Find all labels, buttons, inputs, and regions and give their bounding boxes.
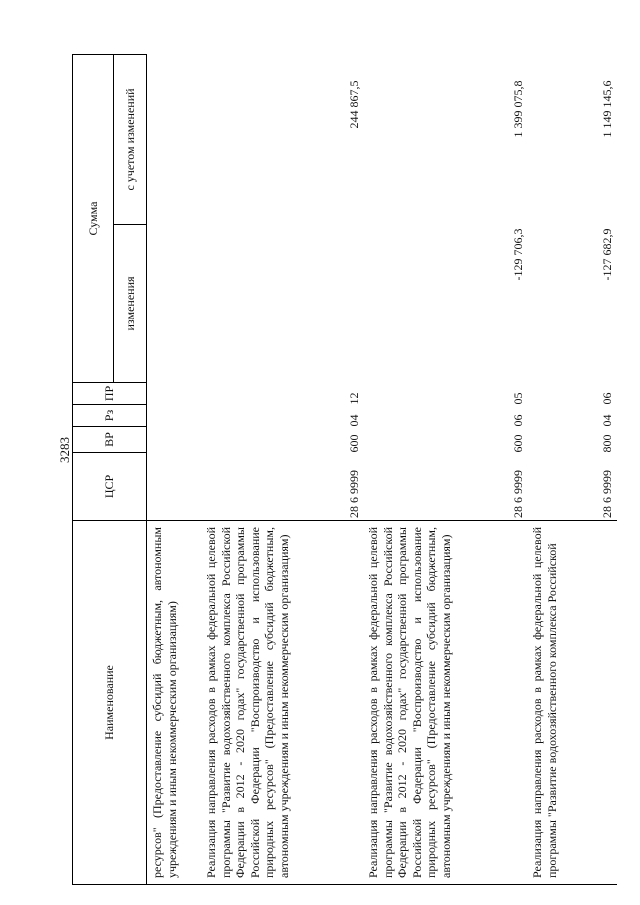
budget-table <box>72 54 617 885</box>
header-sum: Сумма <box>73 54 114 382</box>
row-csr: 28 6 9999 <box>347 470 361 518</box>
row-csr <box>147 453 203 521</box>
row-total <box>147 54 203 224</box>
row-total: 1 149 145,6 <box>600 80 614 138</box>
page-number: 3283 <box>57 437 72 463</box>
table-row <box>364 54 528 884</box>
row-pr: 06 <box>600 392 614 405</box>
row-vr: 800 <box>600 434 614 453</box>
table-header <box>73 54 147 884</box>
header-csr: ЦСР <box>73 453 147 521</box>
table-row <box>202 54 364 884</box>
rotated-page-content <box>72 55 614 885</box>
row-total: 244 867,5 <box>347 80 361 129</box>
row-pr: 05 <box>511 392 525 405</box>
header-with-changes: с учетом изменений <box>114 54 147 224</box>
row-name: Реализация направления расходов в рамках федеральной целевой программы "Развитие водохозяйственного комплекса Российской Федерации в 2012 - 2020 годах" государственной программы Российской Федерации "Воспроизводство и использование природных ресурсов" (Предоставление субсидий бюджетным, автономным учреждениям и иным некоммерческим организациям) <box>364 521 528 885</box>
row-rz: 04 <box>347 414 361 427</box>
row-vr: 600 <box>511 434 525 453</box>
header-vr: ВР <box>73 427 147 453</box>
row-rz: 06 <box>511 414 525 427</box>
header-pr: ПР <box>73 383 147 405</box>
header-name: Наименование <box>73 521 147 885</box>
row-csr: 28 6 9999 <box>600 470 614 518</box>
table-row <box>147 54 203 884</box>
row-rz <box>147 405 203 427</box>
row-total: 1 399 075,8 <box>511 80 525 138</box>
row-csr: 28 6 9999 <box>511 470 525 518</box>
header-rz: Рз <box>73 405 147 427</box>
row-pr: 12 <box>347 392 361 405</box>
table-row <box>528 54 617 884</box>
header-changes: изменения <box>114 225 147 383</box>
row-name: Реализация направления расходов в рамках федеральной целевой программы "Развитие водохозяйственного комплекса Российской Федерации в 2012 - 2020 годах" государственной программы Российской Федерации "Воспроизводство и использование природных ресурсов" (Предоставление субсидий бюджетным, автономным учреждениям и иным некоммерческим организациям) <box>202 521 364 885</box>
row-vr <box>147 427 203 453</box>
row-name: ресурсов" (Предоставление субсидий бюджетным, автономным учреждениям и иным некоммерческим организациям) <box>147 521 203 885</box>
row-change <box>147 225 203 383</box>
row-vr: 600 <box>347 434 361 453</box>
row-change: -127 682,9 <box>600 228 614 281</box>
row-change: -129 706,3 <box>511 228 525 281</box>
row-name: Реализация направления расходов в рамках федеральной целевой программы "Развитие водохозяйственного комплекса Российской <box>528 521 617 885</box>
row-pr <box>147 383 203 405</box>
row-rz: 04 <box>600 414 614 427</box>
row-change <box>202 225 364 383</box>
